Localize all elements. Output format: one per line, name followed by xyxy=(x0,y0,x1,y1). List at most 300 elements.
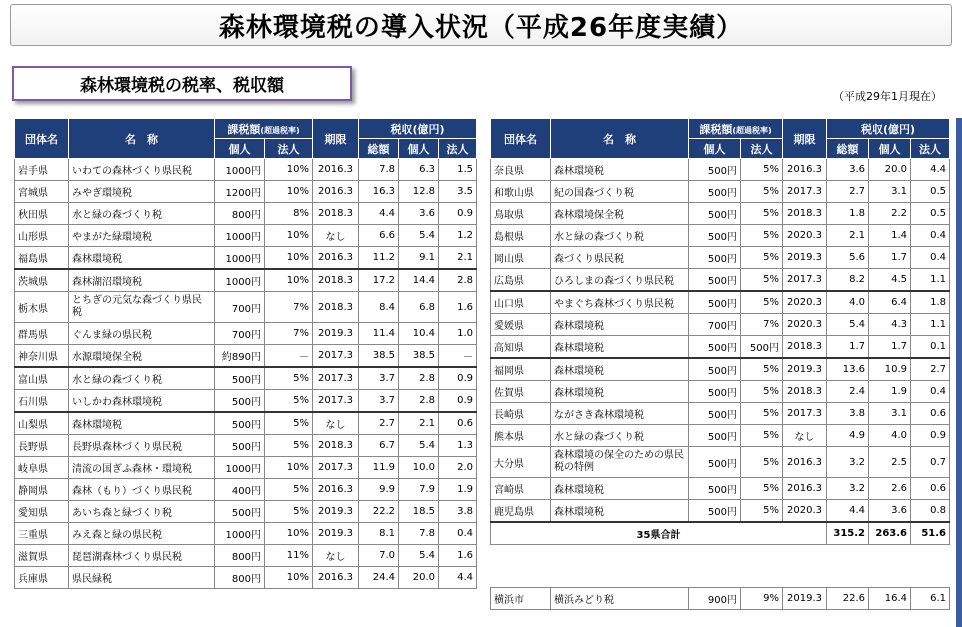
cell-term: 2020.3 xyxy=(783,291,827,314)
cell-rev-corporate: 6.1 xyxy=(911,588,950,610)
header-term: 期限 xyxy=(313,119,359,159)
right-table-body xyxy=(491,159,950,523)
cell-corporate: 5% xyxy=(741,291,783,314)
cell-rev-individual: 7.9 xyxy=(399,479,439,501)
cell-total: 4.4 xyxy=(827,500,869,523)
table-row xyxy=(15,292,477,323)
cell-pref: 群馬県 xyxy=(15,323,69,345)
header-revenue: 税収(億円) xyxy=(359,119,477,139)
cell-name: 県民緑税 xyxy=(69,567,215,589)
cell-term: 2019.3 xyxy=(783,358,827,381)
cell-name: 森林湖沼環境税 xyxy=(69,269,215,292)
cell-individual: 700円 xyxy=(689,314,741,336)
cell-term: 2020.3 xyxy=(783,225,827,247)
cell-term: 2016.3 xyxy=(313,567,359,589)
cell-individual: 500円 xyxy=(689,447,741,478)
section-heading: 森林環境税の税率、税収額 xyxy=(12,66,352,101)
cell-rev-individual: 10.4 xyxy=(399,323,439,345)
cell-rev-corporate: 0.6 xyxy=(911,403,950,425)
cell-rev-individual: 18.5 xyxy=(399,501,439,523)
cell-rev-individual: 6.4 xyxy=(869,291,911,314)
cell-rev-individual: 6.8 xyxy=(399,292,439,323)
cell-pref: 滋賀県 xyxy=(15,545,69,567)
cell-corporate: 5% xyxy=(265,501,313,523)
cell-corporate: 5% xyxy=(265,479,313,501)
cell-individual: 700円 xyxy=(215,323,265,345)
table-row xyxy=(491,500,950,523)
cell-rev-individual: 2.8 xyxy=(399,367,439,390)
header-name: 名 称 xyxy=(551,119,689,159)
cell-term: 2016.3 xyxy=(313,159,359,181)
cell-rev-individual: 38.5 xyxy=(399,345,439,368)
summary-rev-individual: 263.6 xyxy=(869,522,911,545)
cell-term: 2019.3 xyxy=(313,501,359,523)
cell-rev-individual: 4.0 xyxy=(869,425,911,447)
table-row xyxy=(491,381,950,403)
cell-rev-individual: 5.4 xyxy=(399,225,439,247)
cell-rev-individual: 3.1 xyxy=(869,181,911,203)
cell-name: 森林環境税 xyxy=(69,412,215,435)
cell-individual: 800円 xyxy=(215,545,265,567)
left-table-body xyxy=(15,159,477,589)
cell-name: 琵琶湖森林づくり県民税 xyxy=(69,545,215,567)
cell-rev-corporate: 0.4 xyxy=(911,247,950,269)
cell-rev-corporate: 2.7 xyxy=(911,358,950,381)
cell-individual: 500円 xyxy=(689,203,741,225)
cell-corporate: 5% xyxy=(741,159,783,181)
cell-individual: 500円 xyxy=(689,358,741,381)
cell-rev-corporate: 0.9 xyxy=(439,203,477,225)
cell-rev-corporate: 4.4 xyxy=(439,567,477,589)
cell-term: 2018.3 xyxy=(313,435,359,457)
table-row xyxy=(491,269,950,292)
cell-total: 4.9 xyxy=(827,425,869,447)
cell-pref: 山梨県 xyxy=(15,412,69,435)
cell-rev-corporate: 1.5 xyxy=(439,159,477,181)
cell-corporate: 7% xyxy=(265,292,313,323)
cell-total: 22.6 xyxy=(827,588,869,610)
cell-rev-corporate: 3.8 xyxy=(439,501,477,523)
cell-name: 水と緑の森づくり税 xyxy=(551,225,689,247)
header-rate xyxy=(689,119,783,139)
cell-name: 森林環境税 xyxy=(551,336,689,359)
cell-individual: 500円 xyxy=(689,425,741,447)
cell-term: 2018.3 xyxy=(313,292,359,323)
yokohama-row xyxy=(491,588,950,610)
cell-corporate: 5% xyxy=(741,358,783,381)
cell-corporate: 5% xyxy=(265,367,313,390)
cell-individual: 1200円 xyxy=(215,181,265,203)
header-revenue: 税収(億円) xyxy=(827,119,950,139)
table-row xyxy=(491,181,950,203)
cell-rev-corporate: 2.8 xyxy=(439,269,477,292)
table-row xyxy=(491,203,950,225)
cell-corporate: 10% xyxy=(265,567,313,589)
cell-total: 3.7 xyxy=(359,367,399,390)
cell-total: 11.9 xyxy=(359,457,399,479)
cell-rev-individual: 7.8 xyxy=(399,523,439,545)
summary-total: 315.2 xyxy=(827,522,869,545)
cell-rev-corporate: 0.1 xyxy=(911,336,950,359)
cell-total: 3.2 xyxy=(827,447,869,478)
header-rate-label: 課税額 xyxy=(699,122,733,136)
header-term: 期限 xyxy=(783,119,827,159)
cell-corporate: 5% xyxy=(741,403,783,425)
cell-total: 6.7 xyxy=(359,435,399,457)
cell-name: 森林環境税 xyxy=(551,314,689,336)
cell-rev-corporate: 0.8 xyxy=(911,500,950,523)
cell-pref: 富山県 xyxy=(15,367,69,390)
cell-total: 22.2 xyxy=(359,501,399,523)
cell-corporate: 7% xyxy=(741,314,783,336)
cell-total: 9.9 xyxy=(359,479,399,501)
cell-rev-individual: 1.7 xyxy=(869,336,911,359)
header-rev-individual: 個人 xyxy=(399,139,439,159)
cell-term: なし xyxy=(313,545,359,567)
cell-rev-individual: 3.6 xyxy=(869,500,911,523)
cell-pref: 静岡県 xyxy=(15,479,69,501)
table-row xyxy=(15,435,477,457)
header-group: 団体名 xyxy=(491,119,551,159)
table-row xyxy=(491,447,950,478)
cell-corporate: 5% xyxy=(265,390,313,413)
cell-total: 8.4 xyxy=(359,292,399,323)
cell-term: 2017.3 xyxy=(313,457,359,479)
cell-pref: 福島県 xyxy=(15,247,69,270)
cell-term: 2020.3 xyxy=(783,314,827,336)
cell-corporate: 5% xyxy=(741,447,783,478)
cell-rev-corporate: 1.8 xyxy=(911,291,950,314)
cell-rev-individual: 5.4 xyxy=(399,545,439,567)
cell-individual: 1000円 xyxy=(215,269,265,292)
cell-rev-corporate: 0.4 xyxy=(439,523,477,545)
cell-pref: 岡山県 xyxy=(491,247,551,269)
cell-corporate: 5% xyxy=(741,225,783,247)
cell-individual: 1000円 xyxy=(215,225,265,247)
table-row xyxy=(15,479,477,501)
cell-name: 森林環境税 xyxy=(551,500,689,523)
cell-rev-corporate: 1.1 xyxy=(911,269,950,292)
table-row xyxy=(15,269,477,292)
cell-individual: 500円 xyxy=(689,247,741,269)
cell-individual: 500円 xyxy=(689,381,741,403)
cell-total: 1.7 xyxy=(827,336,869,359)
cell-total: 8.1 xyxy=(359,523,399,545)
cell-name: 森林環境税 xyxy=(551,159,689,181)
table-row xyxy=(15,203,477,225)
tax-table-right xyxy=(490,118,950,545)
cell-rev-corporate: 1.6 xyxy=(439,292,477,323)
header-rate xyxy=(215,119,313,139)
cell-name: 水と緑の森づくり税 xyxy=(551,425,689,447)
cell-pref: 山形県 xyxy=(15,225,69,247)
cell-total: 2.7 xyxy=(359,412,399,435)
cell-term: 2016.3 xyxy=(783,447,827,478)
cell-corporate: 5% xyxy=(741,203,783,225)
cell-pref: 大分県 xyxy=(491,447,551,478)
cell-term: 2018.3 xyxy=(783,336,827,359)
table-row xyxy=(15,523,477,545)
summary-rev-corporate: 51.6 xyxy=(911,522,950,545)
cell-individual: 500円 xyxy=(215,435,265,457)
cell-pref: 佐賀県 xyxy=(491,381,551,403)
cell-name: みえ森と緑の県民税 xyxy=(69,523,215,545)
cell-term: 2020.3 xyxy=(783,500,827,523)
cell-rev-individual: 10.9 xyxy=(869,358,911,381)
cell-name: ながさき森林環境税 xyxy=(551,403,689,425)
table-row xyxy=(15,501,477,523)
cell-total: 38.5 xyxy=(359,345,399,368)
cell-name: ぐんま緑の県民税 xyxy=(69,323,215,345)
cell-rev-corporate: 0.9 xyxy=(439,390,477,413)
cell-rev-corporate: 0.6 xyxy=(911,478,950,500)
cell-name: いしかわ森林環境税 xyxy=(69,390,215,413)
table-row xyxy=(15,390,477,413)
header-rev-corporate: 法人 xyxy=(439,139,477,159)
header-individual: 個人 xyxy=(215,139,265,159)
cell-rev-individual: 10.0 xyxy=(399,457,439,479)
header-rev-individual: 個人 xyxy=(869,139,911,159)
cell-corporate: 10% xyxy=(265,269,313,292)
cell-name: 水源環境保全税 xyxy=(69,345,215,368)
cell-pref: 島根県 xyxy=(491,225,551,247)
cell-rev-corporate: － xyxy=(439,345,477,368)
cell-individual: 500円 xyxy=(689,159,741,181)
cell-term: なし xyxy=(313,225,359,247)
cell-pref: 三重県 xyxy=(15,523,69,545)
cell-term: 2017.3 xyxy=(313,390,359,413)
cell-corporate: 5% xyxy=(741,181,783,203)
cell-term: 2019.3 xyxy=(783,588,827,610)
cell-total: 8.2 xyxy=(827,269,869,292)
cell-individual: 500円 xyxy=(689,181,741,203)
cell-term: 2017.3 xyxy=(313,345,359,368)
cell-rev-individual: 3.1 xyxy=(869,403,911,425)
cell-corporate: 5% xyxy=(741,478,783,500)
cell-total: 2.4 xyxy=(827,381,869,403)
header-corporate: 法人 xyxy=(265,139,313,159)
cell-rev-corporate: 0.4 xyxy=(911,381,950,403)
cell-corporate: 10% xyxy=(265,457,313,479)
cell-corporate: 5% xyxy=(265,435,313,457)
cell-rev-corporate: 0.5 xyxy=(911,203,950,225)
cell-name: 森林環境税 xyxy=(551,478,689,500)
cell-individual: 900円 xyxy=(689,588,741,610)
cell-total: 2.1 xyxy=(827,225,869,247)
cell-corporate: 5% xyxy=(741,500,783,523)
cell-pref: 神奈川県 xyxy=(15,345,69,368)
table-row xyxy=(15,323,477,345)
cell-rev-individual: 4.5 xyxy=(869,269,911,292)
table-row xyxy=(15,159,477,181)
cell-pref: 栃木県 xyxy=(15,292,69,323)
cell-name: 森林（もり）づくり県民税 xyxy=(69,479,215,501)
table-row xyxy=(15,247,477,270)
cell-rev-corporate: 1.1 xyxy=(911,314,950,336)
cell-total: 7.8 xyxy=(359,159,399,181)
cell-rev-corporate: 2.0 xyxy=(439,457,477,479)
cell-rev-individual: 2.1 xyxy=(399,412,439,435)
cell-name: 森林環境税 xyxy=(551,381,689,403)
cell-pref: 広島県 xyxy=(491,269,551,292)
header-rate-label: 課税額 xyxy=(227,122,261,136)
cell-total: 13.6 xyxy=(827,358,869,381)
cell-pref: 宮崎県 xyxy=(491,478,551,500)
cell-term: 2016.3 xyxy=(313,479,359,501)
cell-corporate: 9% xyxy=(741,588,783,610)
cell-rev-individual: 3.6 xyxy=(399,203,439,225)
cell-term: なし xyxy=(313,412,359,435)
cell-corporate: 7% xyxy=(265,323,313,345)
cell-corporate: 10% xyxy=(265,523,313,545)
cell-individual: 500円 xyxy=(215,501,265,523)
table-row xyxy=(15,545,477,567)
cell-individual: 800円 xyxy=(215,203,265,225)
cell-individual: 1000円 xyxy=(215,457,265,479)
cell-rev-individual: 2.8 xyxy=(399,390,439,413)
cell-name: 紀の国森づくり税 xyxy=(551,181,689,203)
header-rate-note: (超過税率) xyxy=(260,125,300,135)
cell-term: 2016.3 xyxy=(783,159,827,181)
cell-term: 2017.3 xyxy=(783,403,827,425)
cell-term: 2019.3 xyxy=(783,247,827,269)
cell-pref: 山口県 xyxy=(491,291,551,314)
cell-rev-individual: 9.1 xyxy=(399,247,439,270)
cell-term: 2019.3 xyxy=(313,523,359,545)
cell-individual: 500円 xyxy=(689,336,741,359)
cell-total: 11.4 xyxy=(359,323,399,345)
cell-pref: 岐阜県 xyxy=(15,457,69,479)
cell-total: 16.3 xyxy=(359,181,399,203)
cell-name: いわての森林づくり県民税 xyxy=(69,159,215,181)
cell-name: とちぎの元気な森づくり県民税 xyxy=(69,292,215,323)
cell-rev-corporate: 1.2 xyxy=(439,225,477,247)
cell-individual: 400円 xyxy=(215,479,265,501)
cell-rev-individual: 1.4 xyxy=(869,225,911,247)
cell-rev-individual: 16.4 xyxy=(869,588,911,610)
cell-rev-individual: 14.4 xyxy=(399,269,439,292)
table-row xyxy=(491,478,950,500)
cell-name: 横浜みどり税 xyxy=(551,588,689,610)
cell-rev-corporate: 0.6 xyxy=(439,412,477,435)
table-row xyxy=(491,358,950,381)
cell-rev-corporate: 3.5 xyxy=(439,181,477,203)
cell-term: 2017.3 xyxy=(313,367,359,390)
cell-individual: 1000円 xyxy=(215,247,265,270)
cell-name: 森林環境税 xyxy=(551,358,689,381)
table-row xyxy=(491,403,950,425)
cell-individual: 500円 xyxy=(689,500,741,523)
cell-pref: 兵庫県 xyxy=(15,567,69,589)
header-group: 団体名 xyxy=(15,119,69,159)
cell-term: 2019.3 xyxy=(313,323,359,345)
cell-pref: 奈良県 xyxy=(491,159,551,181)
cell-pref: 鳥取県 xyxy=(491,203,551,225)
cell-rev-corporate: 1.3 xyxy=(439,435,477,457)
cell-total: 3.7 xyxy=(359,390,399,413)
cell-pref: 長崎県 xyxy=(491,403,551,425)
cell-individual: 500円 xyxy=(689,225,741,247)
cell-individual: 1000円 xyxy=(215,159,265,181)
cell-pref: 岩手県 xyxy=(15,159,69,181)
cell-corporate: 500円 xyxy=(741,336,783,359)
cell-total: 3.8 xyxy=(827,403,869,425)
cell-rev-individual: 1.7 xyxy=(869,247,911,269)
cell-pref: 宮城県 xyxy=(15,181,69,203)
cell-term: 2016.3 xyxy=(313,181,359,203)
table-row xyxy=(491,159,950,181)
cell-rev-corporate: 2.1 xyxy=(439,247,477,270)
cell-rev-individual: 1.9 xyxy=(869,381,911,403)
date-note: （平成29年1月現在） xyxy=(833,90,942,103)
cell-rev-corporate: 4.4 xyxy=(911,159,950,181)
cell-term: 2017.3 xyxy=(783,269,827,292)
cell-individual: 700円 xyxy=(215,292,265,323)
cell-rev-corporate: 1.0 xyxy=(439,323,477,345)
cell-total: 1.8 xyxy=(827,203,869,225)
table-row xyxy=(491,247,950,269)
header-rev-corporate: 法人 xyxy=(911,139,950,159)
cell-name: 森林環境の保全のための県民税の特例 xyxy=(551,447,689,478)
cell-rev-corporate: 0.4 xyxy=(911,225,950,247)
cell-total: 3.6 xyxy=(827,159,869,181)
cell-corporate: 10% xyxy=(265,225,313,247)
cell-total: 11.2 xyxy=(359,247,399,270)
cell-corporate: 10% xyxy=(265,159,313,181)
cell-total: 17.2 xyxy=(359,269,399,292)
cell-corporate: 5% xyxy=(741,381,783,403)
table-row xyxy=(491,314,950,336)
cell-corporate: 5% xyxy=(741,425,783,447)
cell-term: 2018.3 xyxy=(783,203,827,225)
cell-pref: 愛媛県 xyxy=(491,314,551,336)
cell-corporate: 10% xyxy=(265,247,313,270)
cell-rev-individual: 20.0 xyxy=(399,567,439,589)
cell-name: ひろしまの森づくり県民税 xyxy=(551,269,689,292)
cell-rev-corporate: 0.9 xyxy=(911,425,950,447)
cell-pref: 高知県 xyxy=(491,336,551,359)
header-rate-note: (超過税率) xyxy=(732,125,772,135)
table-row xyxy=(15,567,477,589)
cell-individual: 500円 xyxy=(689,403,741,425)
cell-name: 長野県森林づくり県民税 xyxy=(69,435,215,457)
cell-rev-corporate: 1.6 xyxy=(439,545,477,567)
cell-total: 5.6 xyxy=(827,247,869,269)
tax-table-left xyxy=(14,118,477,589)
header-name: 名 称 xyxy=(69,119,215,159)
cell-individual: 約890円 xyxy=(215,345,265,368)
cell-rev-corporate: 0.9 xyxy=(439,367,477,390)
header-total: 総額 xyxy=(827,139,869,159)
cell-corporate: 5% xyxy=(741,247,783,269)
cell-name: やまぐち森林づくり県民税 xyxy=(551,291,689,314)
header-corporate: 法人 xyxy=(741,139,783,159)
cell-name: 水と緑の森づくり税 xyxy=(69,367,215,390)
cell-name: 森づくり県民税 xyxy=(551,247,689,269)
cell-rev-individual: 6.3 xyxy=(399,159,439,181)
cell-term: 2018.3 xyxy=(783,381,827,403)
cell-name: 森林環境保全税 xyxy=(551,203,689,225)
page-title: 森林環境税の導入状況（平成26年度実績） xyxy=(10,4,952,46)
summary-row xyxy=(491,522,950,545)
cell-term: 2016.3 xyxy=(783,478,827,500)
cell-total: 4.0 xyxy=(827,291,869,314)
cell-corporate: 5% xyxy=(741,269,783,292)
cell-rev-individual: 2.2 xyxy=(869,203,911,225)
cell-rev-corporate: 0.7 xyxy=(911,447,950,478)
table-row xyxy=(15,181,477,203)
cell-individual: 1000円 xyxy=(215,523,265,545)
